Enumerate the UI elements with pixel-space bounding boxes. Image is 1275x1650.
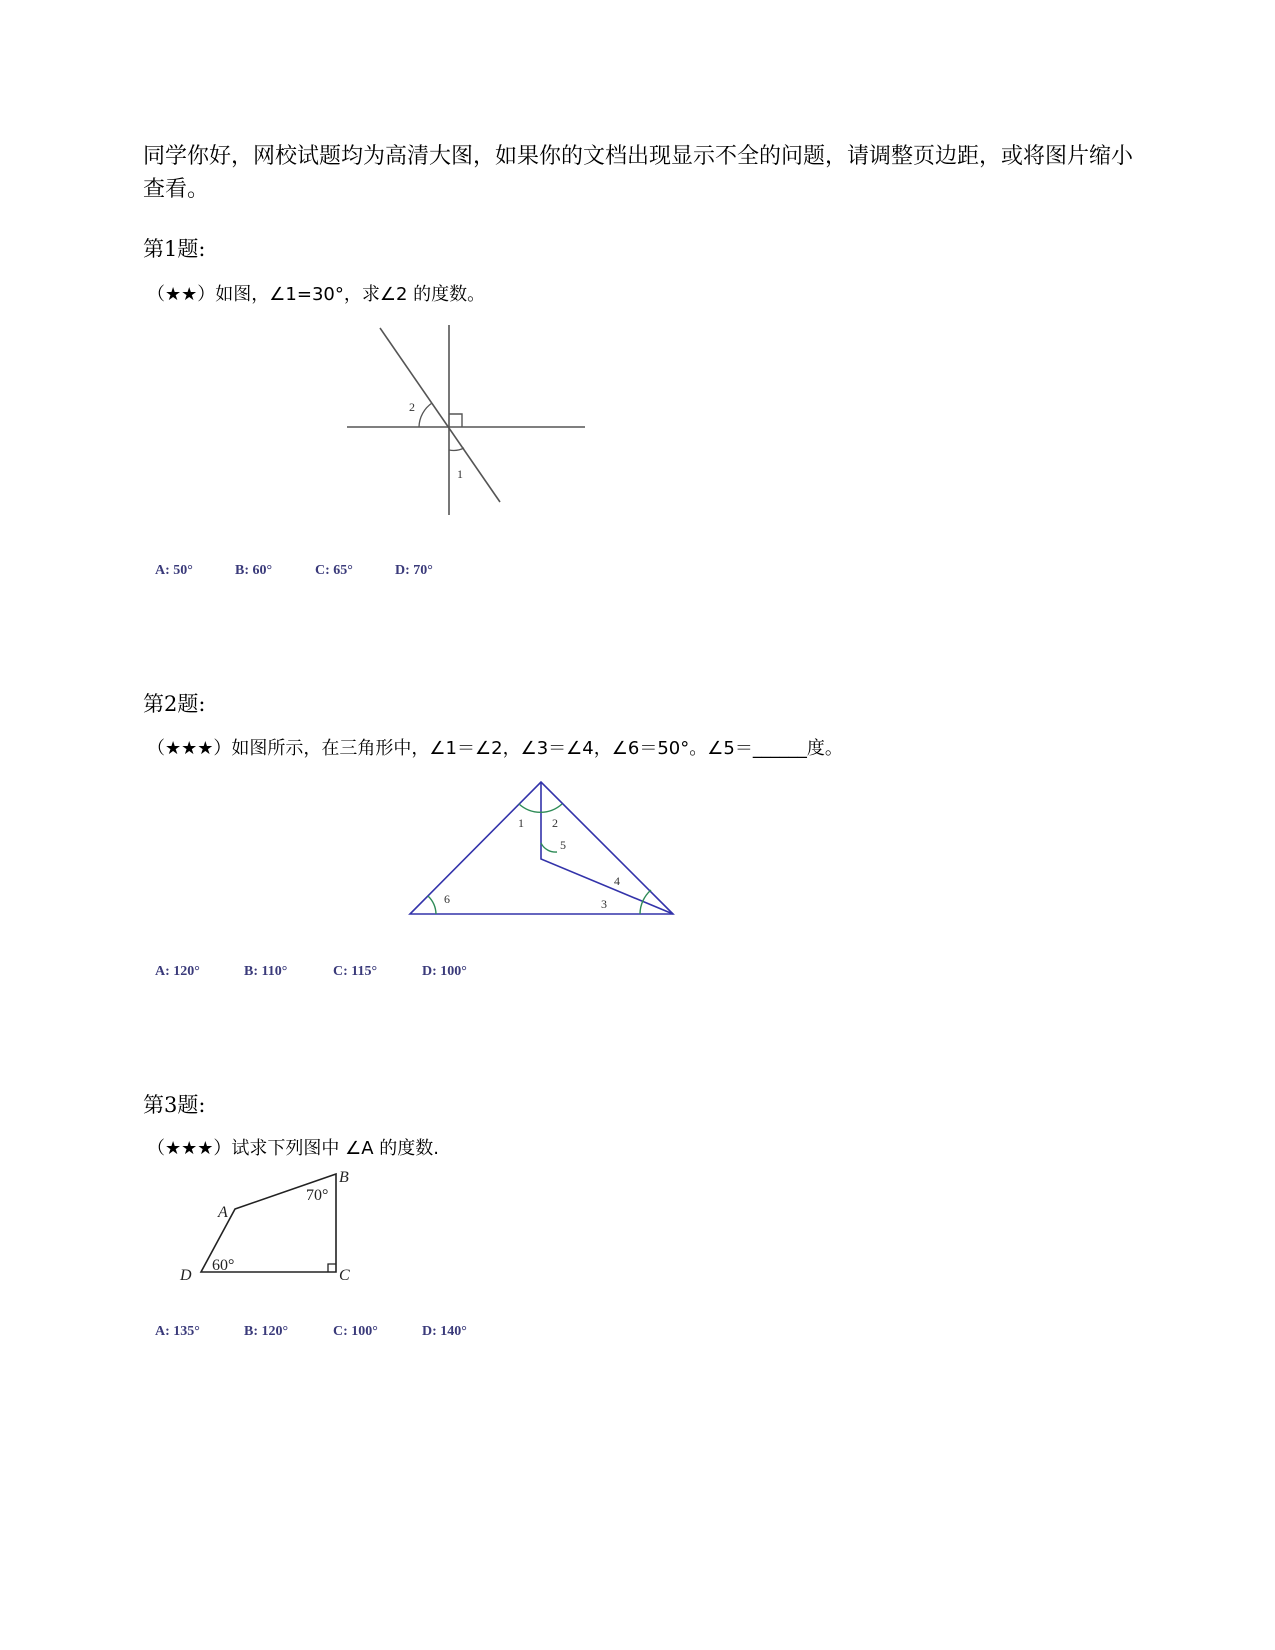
q2-label-3: 3 [601,897,607,911]
q1-option-b[interactable]: B: 60° [235,563,273,578]
q3-label-60deg: 60° [212,1257,235,1274]
q2-label-1: 1 [518,816,524,830]
question-2-heading: 第2题: [143,692,206,716]
question-3-text: （★★★）试求下列图中 ∠A 的度数. [147,1138,440,1159]
q3-option-c[interactable]: C: 100° [333,1324,378,1339]
notice-text: 同学你好，网校试题均为高清大图，如果你的文档出现显示不全的问题，请调整页边距，或将图片缩小查看。 [143,144,1134,202]
q2-label-4: 4 [614,874,620,888]
q3-option-b[interactable]: B: 120° [244,1324,289,1339]
question-3-figure [175,1162,375,1287]
question-2-figure [400,772,685,922]
question-2-options [155,964,511,980]
q2-option-a[interactable]: A: 120° [155,964,200,979]
q1-label-angle-2: 2 [409,400,415,414]
q3-option-a[interactable]: A: 135° [155,1324,200,1339]
question-1-figure [340,320,600,525]
q2-label-5: 5 [560,838,566,852]
q1-option-d[interactable]: D: 70° [395,563,433,578]
q2-label-2: 2 [552,816,558,830]
q1-option-c[interactable]: C: 65° [315,563,353,578]
question-1-text: （★★）如图，∠1=30°，求∠2 的度数。 [147,284,486,305]
q3-label-70deg: 70° [306,1187,329,1204]
q2-label-6: 6 [444,892,450,906]
q3-option-d[interactable]: D: 140° [422,1324,467,1339]
q3-label-B: B [339,1169,349,1186]
q3-label-C: C [339,1267,350,1284]
q2-option-d[interactable]: D: 100° [422,964,467,979]
q1-label-angle-1: 1 [457,467,463,481]
question-3-options [155,1324,511,1340]
question-2-text: （★★★）如图所示，在三角形中，∠1＝∠2，∠3＝∠4，∠6＝50°。∠5＝______度。 [147,738,843,759]
q3-label-D: D [180,1267,192,1284]
question-1-options [155,563,475,579]
question-1-heading: 第1题: [143,237,206,261]
q3-label-A: A [218,1204,228,1221]
q2-option-b[interactable]: B: 110° [244,964,288,979]
q2-option-c[interactable]: C: 115° [333,964,378,979]
question-3-heading: 第3题: [143,1093,206,1117]
q1-option-a[interactable]: A: 50° [155,563,193,578]
